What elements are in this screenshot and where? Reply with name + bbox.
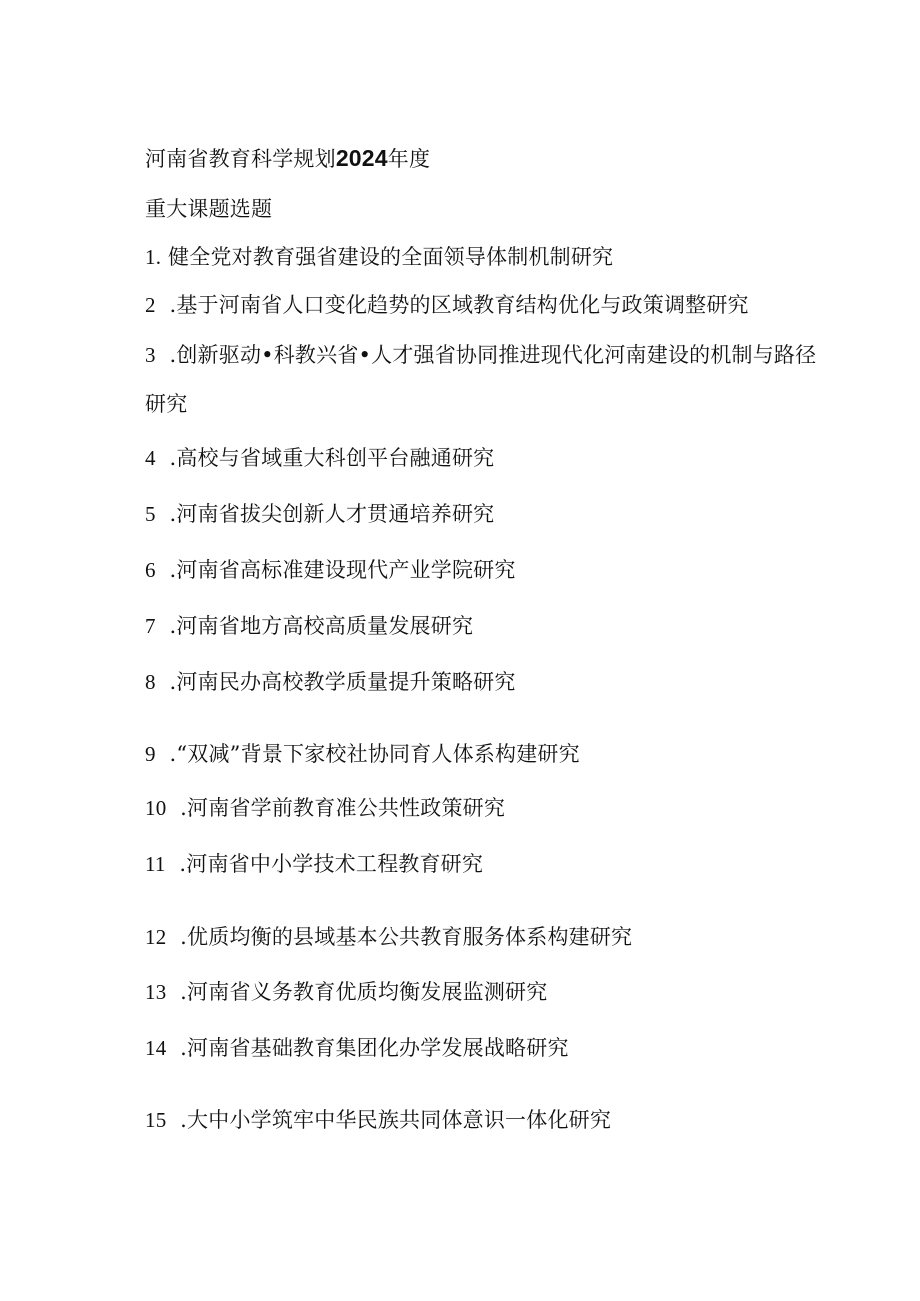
topic-item [145, 924, 632, 950]
topic-number: 14 [145, 1036, 167, 1060]
topic-text: .基于河南省人口变化趋势的区域教育结构优化与政策调整研究 [169, 293, 749, 317]
topic-item [145, 292, 749, 318]
topic-text: .大中小学筑牢中华民族共同体意识一体化研究 [180, 1108, 612, 1132]
topic-number: 4 [145, 446, 156, 470]
topic-item-continuation: 研究 [145, 392, 188, 416]
topic-text: 健全党对教育强省建设的全面领导体制机制研究 [168, 245, 614, 269]
topic-number: 8 [145, 670, 156, 694]
topic-number: 3 [145, 343, 156, 367]
topic-item [145, 669, 516, 695]
topic-item [145, 1035, 569, 1061]
topic-text: .创新驱动•科教兴省•人才强省协同推进现代化河南建设的机制与路径 [169, 343, 817, 367]
topic-text: .河南省学前教育准公共性政策研究 [180, 796, 506, 820]
topic-text: .优质均衡的县域基本公共教育服务体系构建研究 [180, 925, 633, 949]
topic-text: .河南省地方高校高质量发展研究 [169, 614, 474, 638]
title-year: 2024 [335, 145, 388, 171]
topic-item [145, 557, 516, 583]
topic-item [145, 613, 473, 639]
topic-text: .河南民办高校教学质量提升策略研究 [169, 670, 516, 694]
topic-text: .高校与省域重大科创平台融通研究 [169, 446, 495, 470]
topic-number: 15 [145, 1108, 167, 1132]
document-title [145, 145, 430, 172]
topic-item [145, 342, 816, 368]
topic-number: 1. [145, 245, 162, 269]
topic-item [145, 795, 505, 821]
topic-number: 5 [145, 502, 156, 526]
topic-item [145, 979, 547, 1005]
topic-text: .河南省义务教育优质均衡发展监测研究 [180, 980, 548, 1004]
topic-item [145, 445, 494, 471]
topic-number: 10 [145, 796, 167, 820]
topic-item [145, 851, 483, 877]
title-prefix: 河南省教育科学规划 [145, 147, 336, 171]
topic-item [145, 501, 494, 527]
topic-number: 9 [145, 742, 156, 766]
topic-number: 12 [145, 925, 167, 949]
topic-text: .河南省基础教育集团化办学发展战略研究 [180, 1036, 569, 1060]
topic-item [145, 244, 613, 270]
topic-number: 6 [145, 558, 156, 582]
topic-number: 2 [145, 293, 156, 317]
title-suffix: 年度 [387, 147, 431, 171]
topic-text: .河南省高标准建设现代产业学院研究 [169, 558, 516, 582]
topic-number: 7 [145, 614, 156, 638]
topic-number: 13 [145, 980, 167, 1004]
document-subtitle: 重大课题选题 [145, 197, 273, 221]
topic-item [145, 1107, 611, 1133]
topic-number: 11 [145, 852, 166, 876]
topic-text: .“双减”背景下家校社协同育人体系构建研究 [169, 742, 580, 766]
topic-text: .河南省中小学技术工程教育研究 [179, 852, 484, 876]
topic-item [145, 741, 580, 767]
topic-text: .河南省拔尖创新人才贯通培养研究 [169, 502, 495, 526]
